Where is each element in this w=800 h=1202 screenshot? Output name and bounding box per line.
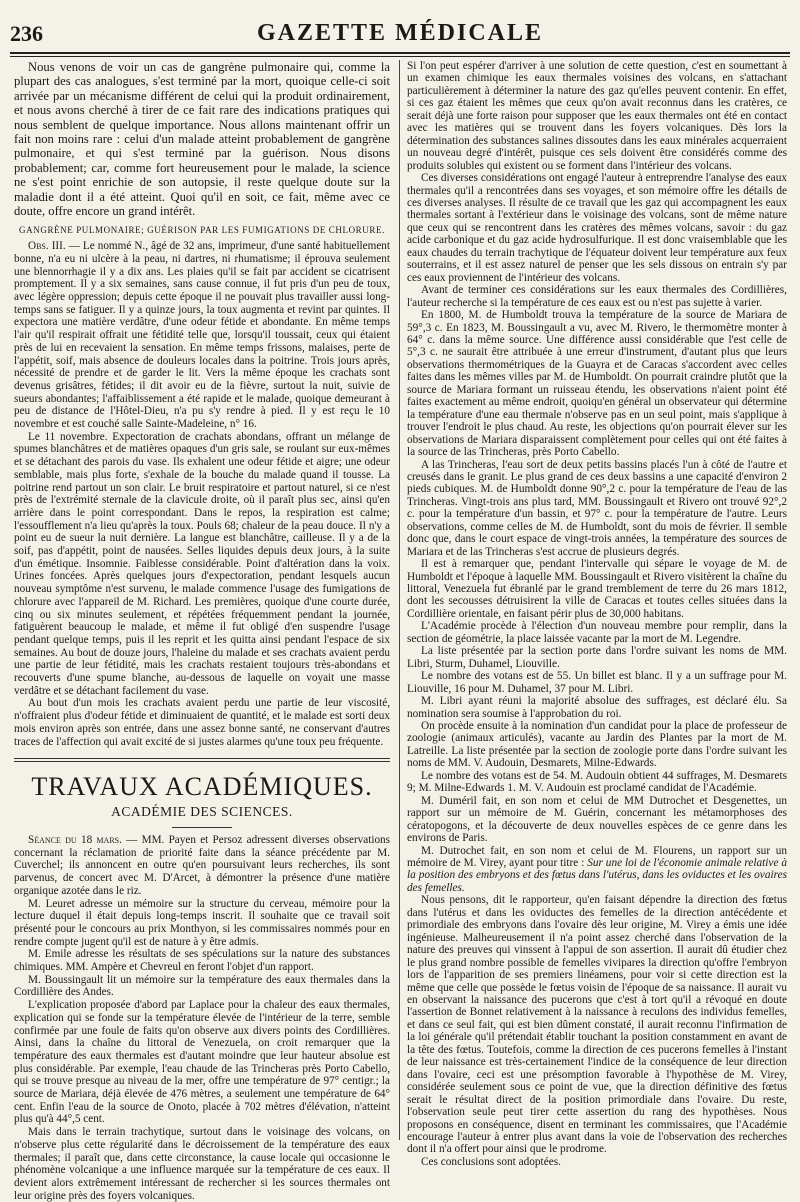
academy-paragraph-5: L'explication proposée d'abord par Laplace pour la chaleur des eaux thermales, explication qui se fonde sur la température élevée de l'intérieur de la terre, semble confirmée par une foule de faits qu'on observe aux divers points des Cordillières. Ainsi, dans la chaîne du littoral de Venezuela, on croit remarquer que la température des eaux thermales est d'autant moindre que leur hauteur absolue est plus considérable. Par exemple, l'eau chaude de las Trincheras près Porto Cabello, qui se trouve presque au niveau de la mer, offre une température de 97° centigr.; la source de Mariara, déjà élevée de 476 mètres, a seulement une température de 64° cent. Enfin l'eau de la source de Onoto, placée à 702 mètres d'élévation, n'atteint plus qu'à 44°,5 cent.: [14, 999, 390, 1126]
right-paragraph-8: La liste présentée par la section porte dans l'ordre suivant les noms de MM. Libri, Sturm, Duhamel, Liouville.: [407, 645, 787, 670]
right-paragraph-14: [407, 845, 787, 895]
academy-paragraph-4: M. Boussingault lit un mémoire sur la température des eaux thermales dans la Cordillière des Andes.: [14, 973, 390, 999]
session-label: Séance du 18 mars.: [28, 834, 122, 846]
report-intro: M. Dutrochet fait, en son nom et celui de M. Flourens, un rapport sur un mémoire de M. Virey, ayant pour titre :: [407, 844, 787, 869]
academy-paragraph-1: [14, 834, 390, 898]
observation-label: Obs. III.: [28, 240, 66, 253]
section-subtitle: ACADÉMIE DES SCIENCES.: [111, 804, 293, 820]
academy-paragraph-6: Mais dans le terrain trachytique, surtout dans le voisinage des volcans, on n'observe plus cette régularité dans le décroissement de la température des eaux thermales; il paraît que, dans cette circonstance, la cause locale qui occasionne le phénomène volcanique a une influence marquée sur la température de ces eaux. Il devient alors extrêmement intéressant de rechercher si les sources thermales ont leur origine près des foyers volcaniques.: [14, 1126, 390, 1202]
right-paragraph-16: Ces conclusions sont adoptées.: [421, 1155, 561, 1168]
header-rule: [10, 52, 790, 54]
case-heading: GANGRÈNE PULMONAIRE; GUÉRISON PAR LES FUMIGATIONS DE CHLORURE.: [19, 225, 385, 236]
right-paragraph-6: Il est à remarquer que, pendant l'intervalle qui sépare le voyage de M. de Humboldt et l'époque à laquelle MM. Boussingault et Rivero visitèrent la chaîne du littoral, Venezuela fut ébranlé par le grand tremblement de terre du 26 mars 1812, dont les secousses détruisirent la ville de Caracas et toutes celles situées dans la Cordillière orientale, en faisant périr plus de 30,000 habitans.: [407, 558, 787, 620]
memoir-title: Sur une loi de l'économie animale relative à la position des embryons et des fœtus dans l'utérus, dans les oviductes et les ovaires des femelles.: [407, 857, 787, 894]
observation-text-1: — Le nommé N., âgé de 32 ans, imprimeur, d'une santé habituellement bonne, n'a eu ni ulcère à la peau, ni dartres, ni rhumatisme; il éprouva seulement une blennorrhagie il y a dix ans. Les plaies qu'il se fait par accident se cicatrisent promptement. Il y a six semaines, sans cause connue, il fut pris d'un peu de toux, avec légère oppression; depuis cette époque il ne pouvait plus travailler aussi long-temps sans se fatiguer. Il y a quinze jours, la toux augmenta et revint par quintes. Il expectora une matière verdâtre, d'une odeur fétide et abondante. En même temps l'air qu'il respirait offrait une fétidité telle que, lorsqu'il toussait, ceux qui étaient près de lui en recevaient la sensation. En même temps frissons, malaises, perte de l'appétit, soif, mais absence de douleurs locales dans la poitrine. Trois jours après, nécessité de prendre et de garder le lit. Vers la même époque les crachats sont devenus grisâtres, fétides; il dit avoir eu de la fièvre, surtout la nuit, suivie de sueurs abondantes; l'affaiblissement a été rapide et le malade, quoique demeurant à peu de distance de l'Hôtel-Dieu, n'a pu s'y rendre à pied. Il y est reçu le 10 novembre et est couché salle Sainte-Madeleine, n° 16.: [14, 240, 390, 431]
right-paragraph-4: En 1800, M. de Humboldt trouva la température de la source de Mariara de 59°,3 c. En 1823, M. Boussingault a vu, avec M. Rivero, le thermomètre monter à 64° c. dans la même source. Une différence aussi considérable que l'est celle de 5°,3 c. ne saurait être attribuée à une erreur d'instrument, d'autant plus que leurs observations thermométriques de la Guayra et de Caracas s'accordent avec celles faites dans les mêmes villes par M. de Humboldt. On pourrait craindre plutôt que la source de Mariara formant un ruisseau étendu, les observations n'aient point été faites exactement au même endroit, quoiqu'en général un observateur qui détermine la température d'une eau thermale n'observe pas en un seul point, mais s'applique à trouver l'endroit le plus chaud. Au reste, les objections qu'on pourrait élever sur les observations de Mariara disparaissent complètement pour celles qui ont été faites à la source de las Trincheras, près Porto Cabello.: [407, 309, 787, 459]
section-title: TRAVAUX ACADÉMIQUES.: [31, 772, 373, 802]
academy-paragraph-3: M. Emile adresse les résultats de ses spéculations sur la nature des substances chimiques. MM. Ampère et Chevreul en feront l'objet d'un rapport.: [14, 948, 390, 974]
section-separator: [14, 758, 390, 759]
page-number: 236: [10, 21, 43, 46]
header-rule-thin: [10, 56, 790, 57]
right-paragraph-3: Avant de terminer ces considérations sur les eaux thermales des Cordillières, l'auteur recherche si la température de ces eaux est ou n'est pas sujette à varier.: [407, 284, 787, 309]
right-paragraph-13: M. Duméril fait, en son nom et celui de MM Dutrochet et Desgenettes, un rapport sur un mémoire de M. Guérin, concernant les métamorphoses des cératopogons, et la découverte de deux nouvelles espèces de ce genre dans les environs de Paris.: [407, 794, 787, 845]
right-paragraph-11: On procède ensuite à la nomination d'un candidat pour la place de professeur de zoologie (animaux articulés), vacante au Jardin des Plantes par la mort de M. Latreille. La liste présentée par la section de zoologie porte dans l'ordre suivant les noms de MM. V. Audouin, Desmarets, Milne-Edwards.: [407, 720, 787, 770]
left-column: [14, 60, 390, 1202]
academy-paragraph-2: M. Leuret adresse un mémoire sur la structure du cerveau, mémoire pour la lecture duquel il était depuis long-temps inscrit. Il souhaite que ce travail soit présenté pour le concours au prix Monthyon, si les commissaires nommés pour en rendre compte jugent qu'il est de nature à y être admis.: [14, 897, 390, 948]
masthead-title: GAZETTE MÉDICALE: [256, 20, 544, 46]
right-paragraph-1: Si l'on peut espérer d'arriver à une solution de cette question, c'est en soumettant à un examen chimique les eaux thermales voisines des volcans, en s'attachant particulièrement à déterminer la nature des gaz qu'elles peuvent contenir. En effet, si ces gaz étaient les mêmes que ceux qu'on avait reconnus dans les cratères, ce serait déjà une forte raison pour supposer que les eaux thermales ont été en contact avec les matières qui se trouvent dans les foyers volcaniques. Dès lors la détermination des substances salines dissoutes dans les eaux minérales acquerraient un nouveau degré d'intérêt, puisque ces sels doivent être considérés comme des produits solubles qui existent ou se forment dans l'intérieur des volcans.: [407, 60, 787, 172]
right-paragraph-10: M. Libri ayant réuni la majorité absolue des suffrages, est déclaré élu. Sa nomination sera soumise à l'approbation du roi.: [407, 695, 787, 720]
academy-text-1: — MM. Payen et Persoz adressent diverses observations concernant la réclamation de priorité faite dans la séance précédente par M. Cuverchel; ils annoncent en outre qu'en poursuivant leurs recherches, ils sont parvenus, de concert avec M. D'Arcet, à démontrer la présence d'une matière organique azotée dans le riz.: [14, 834, 390, 897]
right-paragraph-12: Le nombre des votans est de 54. M. Audouin obtient 44 suffrages, M. Desmarets 9; M. Milne-Edwards 1. M. V. Audouin est proclamé candidat de l'Académie.: [407, 769, 787, 795]
right-paragraph-7: L'Académie procède à l'élection d'un nouveau membre pour remplir, dans la section de géométrie, la place laissée vacante par la mort de M. Legendre.: [407, 620, 787, 645]
right-paragraph-9: Le nombre des votans est de 55. Un billet est blanc. Il y a un suffrage pour M. Liouville, 16 pour M. Duhamel, 37 pour M. Libri.: [407, 670, 787, 695]
intro-paragraph: Nous venons de voir un cas de gangrène pulmonaire qui, comme la plupart des cas analogues, s'est terminé par la mort, quoique celle-ci soit arrivée par un mécanisme différent de celui qui la produit ordinairement, et nous avons cherché à tirer de ce fait rare des indications pratiques qui nous semblent de quelque importance. Nous allons maintenant offrir un fait non moins rare : celui d'un malade atteint probablement de gangrène pulmonaire, et qui s'est terminé par la guérison. Nous disons probablement; car, comme fort heureusement pour le malade, la science ne s'est point enrichie de son autopsie, il reste quelque doute sur la maladie dont il a été atteint. Quoi qu'il en soit, ce fait, même avec ce doute, offre encore un grand intérêt.: [14, 60, 390, 219]
observation-paragraph-2: Le 11 novembre. Expectoration de crachats abondans, offrant un mélange de spumes blanchâtres et de matières opaques d'un gris sale, se roulant sur eux-mêmes et se détachant des parois du vase. Ils exhalent une odeur fétide et aigre; une odeur semblable, mais plus forte, s'exhale de la bouche du malade quand il tousse. La poitrine rend partout un son clair. Le bruit respiratoire et partout naturel, si ce n'est près de l'extrémité sternale de la clavicule droite, où il paraît plus sec, ainsi qu'en arrière dans le point correspondant. Dans le repos, la respiration est calme; l'essoufflement n'a lieu qu'après la toux. Pouls 68; chaleur de la peau douce. Il n'y a point eu de sueur la nuit dernière. La langue est blanchâtre, cailleuse. Il y a de la soif, pas d'appétit, point de nausées. Selles liquides depuis deux jours, à la suite d'un émétique. Insomnie. Faiblesse considérable. Point d'altération dans la voix. Urines foncées. Après quelques jours d'expectoration, pendant lesquels aucun nouveau symptôme n'est survenu, le malade commence l'usage des fumigations de chlorure avec l'appareil de M. Richard. Les premières, quoique d'une courte durée, cinq ou six minutes seulement, et répétées fréquemment pendant la journée, fatiguèrent beaucoup le malade, et même il fut obligé d'en suspendre l'usage pendant quelque temps, puis il les reprit et les quitta ainsi pendant l'espace de six semaines. Au bout de douze jours, l'haleine du malade et ses crachats avaient perdu une partie de leur fétidité, mais les crachats restaient toujours très-abondans et recouverts d'une spume blanche, au-dessous de laquelle on voyait une masse verdâtre et se détachant facilement du vase.: [14, 430, 390, 697]
section-separator-thin: [14, 761, 390, 762]
intro-block: [14, 60, 390, 218]
right-paragraph-2: Ces diverses considérations ont engagé l'auteur à entreprendre l'analyse des eaux thermales qu'il a rencontrées dans ses voyages, et son mémoire offre les détails de ces diverses analyses. Il résulte de ce travail que les gaz qui accompagnent les eaux thermales sortant à l'extérieur dans le voisinage des volcans, sont de même nature que ceux qui se rencontrent dans les cratères des mêmes volcans, savoir : du gaz acide carbonique et du gaz acide hydrosulfurique. Il est donc vraisemblable que les eaux chaudes du terrain trachytique de l'équateur doivent leur température aux feux souterrains, et il est assez naturel de penser que les sels dissous on entrain s'y par ces eaux proviennent de l'intérieur des volcans.: [407, 172, 787, 284]
column-divider: [399, 60, 400, 1140]
observation-paragraph-1: [14, 240, 390, 431]
subtitle-rule: [172, 827, 232, 828]
observation-paragraph-3: Au bout d'un mois les crachats avaient perdu une partie de leur viscosité, n'offraient plus d'odeur fétide et diminuaient de quantité, et le malade est sorti deux mois environ après son entrée, dans une assez bonne santé, ne conservant d'autres traces de l'affection qui avait excité de si justes alarmes qu'une toux peu fréquente.: [14, 697, 390, 748]
right-column: [407, 60, 787, 1168]
right-paragraph-5: A las Trincheras, l'eau sort de deux petits bassins placés l'un à côté de l'autre et creusés dans le granit. Le plus grand de ces deux bassins a une capacité d'environ 2 pieds cubiques. M. de Humboldt donne 90°,2 c. pour la température de l'eau de las Trincheras. Vingt-trois ans plus tard, MM. Boussingault et Rivero ont trouvé 92°,2 c. pour la température d'un bassin, et 97° c. pour la température de l'autre. Leurs observations, comme celles de M. de Humboldt, sont du mois de février. Il semble donc que, dans le court espace de vingt-trois années, la température des sources de Mariara et de las Trincheras s'est accrue de plusieurs degrés.: [407, 458, 787, 558]
right-paragraph-15: Nous pensons, dit le rapporteur, qu'en faisant dépendre la direction des fœtus dans l'utérus et dans les oviductes des femelles de la direction antécédente et primordiale des embryons dans l'ovaire dès leur origine, M. Virey a émis une idée ingénieuse. Malheureusement il n'a point assez cherché dans l'observation de la nature des preuves qui vinssent à l'appui de son assertion. Il aurait dû étudier chez le plus grand nombre possible de femelles vivipares la direction qu'offre l'embryon lors de l'apparition de ses premiers linéamens, pour voir si cette direction est la même que celle que possède le fœtus voisin de l'époque de sa naissance. Il aurait vu en observant la naissance des pucerons que c'est à tort qu'il a révoqué en doute l'assertion de Bonnet relativement à la naissance à reculons des individus femelles, et dans ce seul fait, qui est bien dûment constaté, il aurait reconnu l'infirmation de la loi générale qu'il prétendait établir touchant la position constamment en avant de la tête des fœtus. Toutefois, comme la direction de ces pucerons femelles à l'instant de leur naissance est très-certainement l'indice de la conséquence de leur direction dans l'ovaire, ceci est une présomption favorable à l'hypothèse de M. Virey, considérée seulement sous ce point de vue, que la direction définitive des fœtus serait le résultat direct de la position primordiale dans l'ovaire. Du reste, l'observation seule peut tirer cette assertion du rang des hypothèses. Nous proposons en conséquence, disent en terminant les commissaires, que l'Académie encourage l'auteur à entrer plus avant dans la voie de l'observation des recherches dont il n'a offert pour ainsi que le prodrome.: [407, 894, 787, 1156]
